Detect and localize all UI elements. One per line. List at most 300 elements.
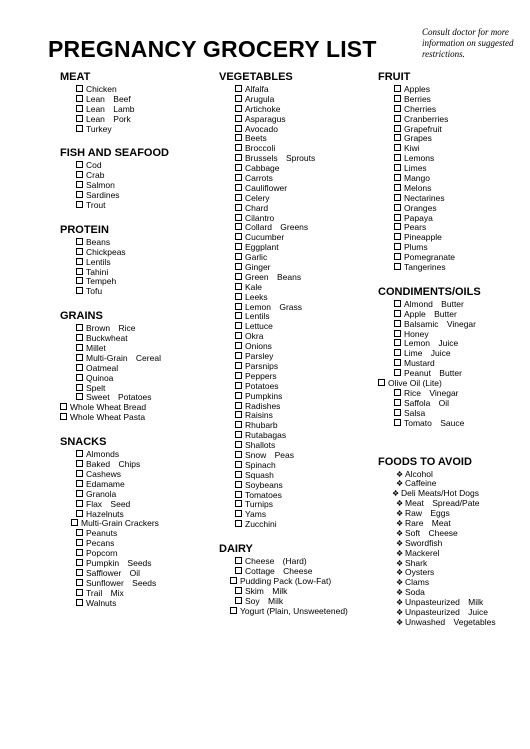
checkbox-icon[interactable] xyxy=(394,419,401,426)
list-item xyxy=(378,607,528,617)
checkbox-icon[interactable] xyxy=(235,461,242,468)
list-item xyxy=(219,94,374,104)
checkbox-icon[interactable] xyxy=(235,322,242,329)
checkbox-icon[interactable] xyxy=(76,258,83,265)
checkbox-icon[interactable] xyxy=(394,369,401,376)
list-item xyxy=(219,252,374,262)
checkbox-icon[interactable] xyxy=(235,223,242,230)
section-title: MEAT xyxy=(60,71,91,83)
checkbox-icon[interactable] xyxy=(76,268,83,275)
list-item xyxy=(219,586,374,596)
checkbox-icon[interactable] xyxy=(76,287,83,294)
item-label: Spinach xyxy=(245,459,276,470)
item-label: Honey xyxy=(404,328,429,339)
checkbox-icon[interactable] xyxy=(394,310,401,317)
checkbox-icon[interactable] xyxy=(235,115,242,122)
list-item xyxy=(378,418,528,428)
checkbox-icon[interactable] xyxy=(235,411,242,418)
item-label: Cheese (Hard) xyxy=(245,556,307,567)
checkbox-icon[interactable] xyxy=(76,569,83,576)
list-item xyxy=(60,392,210,402)
checkbox-icon[interactable] xyxy=(235,95,242,102)
item-label: Artichoke xyxy=(245,103,281,114)
checkbox-icon[interactable] xyxy=(76,161,83,168)
list-item xyxy=(378,358,528,368)
checkbox-icon[interactable] xyxy=(394,233,401,240)
checkbox-icon[interactable] xyxy=(76,539,83,546)
item-label: Melons xyxy=(404,182,432,193)
checkbox-icon[interactable] xyxy=(76,384,83,391)
checkbox-icon[interactable] xyxy=(394,339,401,346)
item-label: Lean Lamb xyxy=(86,103,135,114)
item-label: Oatmeal xyxy=(86,362,119,373)
checkbox-icon[interactable] xyxy=(394,389,401,396)
item-label: Crab xyxy=(86,170,105,181)
section-title: GRAINS xyxy=(60,310,103,323)
list-item xyxy=(60,200,210,210)
item-label: Popcorn xyxy=(86,548,118,559)
checkbox-icon[interactable] xyxy=(76,589,83,596)
checkbox-icon[interactable] xyxy=(76,238,83,245)
item-label: Oranges xyxy=(404,202,437,213)
item-label: Nectarines xyxy=(404,192,445,203)
item-label: Saffola Oil xyxy=(404,397,450,408)
bullet-diamond-icon: ❖ xyxy=(396,607,404,617)
checkbox-icon[interactable] xyxy=(235,105,242,112)
item-label: Yogurt (Plain, Unsweetened) xyxy=(240,605,348,616)
checkbox-icon[interactable] xyxy=(394,164,401,171)
page-title: PREGNANCY GROCERY LIST xyxy=(48,36,377,62)
checkbox-icon[interactable] xyxy=(76,354,83,361)
checkbox-icon[interactable] xyxy=(76,115,83,122)
item-label: Cauliflower xyxy=(245,182,288,193)
list-item xyxy=(60,598,210,608)
list-item xyxy=(219,606,374,616)
item-label: Eggplant xyxy=(245,242,279,253)
bullet-diamond-icon: ❖ xyxy=(396,578,404,588)
item-label: Salmon xyxy=(86,180,115,191)
checkbox-icon[interactable] xyxy=(235,174,242,181)
checkbox-icon[interactable] xyxy=(235,85,242,92)
section-vegetables xyxy=(219,71,374,529)
item-label: Unpasteurized Milk xyxy=(405,597,484,608)
list-item xyxy=(378,388,528,398)
checkbox-icon[interactable] xyxy=(378,379,385,386)
item-label: Chard xyxy=(245,202,269,213)
checkbox-icon[interactable] xyxy=(76,480,83,487)
item-label: Tempeh xyxy=(86,276,117,287)
list-item xyxy=(378,498,528,508)
checkbox-icon[interactable] xyxy=(235,557,242,564)
item-label: Arugula xyxy=(245,93,275,104)
item-label: Flax Seed xyxy=(86,498,131,509)
list-item xyxy=(60,124,210,134)
checkbox-icon[interactable] xyxy=(76,125,83,132)
checkbox-icon[interactable] xyxy=(235,372,242,379)
item-label: Rhubarb xyxy=(245,420,278,431)
checkbox-icon[interactable] xyxy=(394,184,401,191)
list-item xyxy=(219,272,374,282)
list-item xyxy=(219,450,374,460)
item-label: Soft Cheese xyxy=(405,527,458,538)
checkbox-icon[interactable] xyxy=(60,413,67,420)
item-label: Chicken xyxy=(86,84,117,94)
item-label: Limes xyxy=(404,163,427,174)
list-item xyxy=(219,361,374,371)
list-item xyxy=(378,163,528,173)
checkbox-icon[interactable] xyxy=(235,253,242,260)
list-item xyxy=(219,490,374,500)
checkbox-icon[interactable] xyxy=(394,330,401,337)
list-item xyxy=(219,222,374,232)
item-label: Chickpeas xyxy=(86,246,126,257)
section-meat xyxy=(60,71,210,133)
list-item xyxy=(60,558,210,568)
item-label: Apples xyxy=(404,84,430,94)
item-label: Soy Milk xyxy=(245,595,284,606)
list-item xyxy=(378,617,528,627)
bullet-diamond-icon: ❖ xyxy=(396,598,404,608)
checkbox-icon[interactable] xyxy=(76,500,83,507)
list-item xyxy=(219,460,374,470)
list-item xyxy=(219,480,374,490)
checkbox-icon[interactable] xyxy=(235,421,242,428)
checkbox-icon[interactable] xyxy=(235,233,242,240)
list-item xyxy=(60,363,210,373)
list-item xyxy=(219,124,374,134)
list-item xyxy=(378,478,528,488)
item-label: Lentils xyxy=(86,256,111,267)
item-label: Cabbage xyxy=(245,163,280,174)
item-label: Cucumber xyxy=(245,232,285,243)
checkbox-icon[interactable] xyxy=(76,393,83,400)
list-item xyxy=(60,170,210,180)
checkbox-icon[interactable] xyxy=(230,607,237,614)
item-label: Rice Vinegar xyxy=(404,387,459,398)
item-label: Lean Pork xyxy=(86,113,131,124)
checkbox-icon[interactable] xyxy=(394,154,401,161)
list-item xyxy=(60,286,210,296)
list-item xyxy=(60,257,210,267)
checkbox-icon[interactable] xyxy=(394,194,401,201)
item-label: Lean Beef xyxy=(86,93,131,104)
checkbox-icon[interactable] xyxy=(76,470,83,477)
checkbox-icon[interactable] xyxy=(235,154,242,161)
list-item xyxy=(60,160,210,170)
item-label: Lentils xyxy=(245,311,270,322)
list-item xyxy=(219,302,374,312)
item-label: Carrots xyxy=(245,173,273,184)
list-item xyxy=(378,548,528,558)
checkbox-icon[interactable] xyxy=(60,403,67,410)
checkbox-icon[interactable] xyxy=(76,248,83,255)
item-label: Trout xyxy=(86,200,106,211)
checkbox-icon[interactable] xyxy=(76,277,83,284)
item-label: Lemon Grass xyxy=(245,301,303,312)
checkbox-icon[interactable] xyxy=(235,491,242,498)
list-item xyxy=(60,323,210,333)
bullet-diamond-icon: ❖ xyxy=(396,469,404,479)
checkbox-icon[interactable] xyxy=(235,204,242,211)
checkbox-icon[interactable] xyxy=(235,587,242,594)
list-item xyxy=(219,401,374,411)
list-item xyxy=(378,213,528,223)
checkbox-icon[interactable] xyxy=(71,519,78,526)
list-item xyxy=(60,276,210,286)
list-item xyxy=(219,213,374,223)
checkbox-icon[interactable] xyxy=(394,144,401,151)
item-label: Beets xyxy=(245,133,267,144)
checkbox-icon[interactable] xyxy=(394,174,401,181)
list-item xyxy=(219,232,374,242)
item-label: Broccoli xyxy=(245,143,276,154)
checkbox-icon[interactable] xyxy=(394,105,401,112)
checkbox-icon[interactable] xyxy=(76,334,83,341)
item-label: Plums xyxy=(404,242,428,253)
item-label: Whole Wheat Bread xyxy=(70,402,147,413)
checkbox-icon[interactable] xyxy=(235,303,242,310)
checkbox-icon[interactable] xyxy=(394,300,401,307)
item-label: Balsamic Vinegar xyxy=(404,318,476,329)
checkbox-icon[interactable] xyxy=(235,441,242,448)
checkbox-icon[interactable] xyxy=(235,125,242,132)
checkbox-icon[interactable] xyxy=(235,134,242,141)
checkbox-icon[interactable] xyxy=(394,85,401,92)
bullet-diamond-icon: ❖ xyxy=(396,617,404,627)
list-item xyxy=(60,373,210,383)
checkbox-icon[interactable] xyxy=(76,579,83,586)
checkbox-icon[interactable] xyxy=(235,402,242,409)
checkbox-icon[interactable] xyxy=(235,144,242,151)
item-label: Pomegranate xyxy=(404,252,456,263)
checkbox-icon[interactable] xyxy=(235,273,242,280)
item-label: Multi-Grain Crackers xyxy=(81,518,159,529)
item-label: Shallots xyxy=(245,440,276,451)
section-title: CONDIMENTS/OILS xyxy=(378,285,481,298)
checkbox-icon[interactable] xyxy=(394,115,401,122)
checkbox-icon[interactable] xyxy=(235,283,242,290)
checkbox-icon[interactable] xyxy=(76,599,83,606)
list-item xyxy=(60,104,210,114)
checkbox-icon[interactable] xyxy=(235,184,242,191)
list-item xyxy=(378,319,528,329)
checkbox-icon[interactable] xyxy=(76,460,83,467)
list-item xyxy=(60,479,210,489)
item-label: Grapes xyxy=(404,133,432,144)
list-item xyxy=(219,440,374,450)
checkbox-icon[interactable] xyxy=(394,204,401,211)
checkbox-icon[interactable] xyxy=(76,450,83,457)
bullet-diamond-icon: ❖ xyxy=(396,479,404,489)
checkbox-icon[interactable] xyxy=(76,95,83,102)
list-item xyxy=(219,470,374,480)
checkbox-icon[interactable] xyxy=(76,201,83,208)
checkbox-icon[interactable] xyxy=(76,85,83,92)
item-label: Alcohol xyxy=(405,468,433,479)
item-label: Caffeine xyxy=(405,478,437,489)
bullet-diamond-icon: ❖ xyxy=(392,489,400,499)
checkbox-icon[interactable] xyxy=(394,223,401,230)
item-label: Buckwheat xyxy=(86,333,128,344)
list-item xyxy=(60,267,210,277)
checkbox-icon[interactable] xyxy=(394,399,401,406)
checkbox-icon[interactable] xyxy=(235,520,242,527)
item-label: Lemon Juice xyxy=(404,338,459,349)
item-label: Unpasteurized Juice xyxy=(405,606,489,617)
checkbox-icon[interactable] xyxy=(235,332,242,339)
list-item xyxy=(60,84,210,94)
checkbox-icon[interactable] xyxy=(235,164,242,171)
checkbox-icon[interactable] xyxy=(235,431,242,438)
checkbox-icon[interactable] xyxy=(235,392,242,399)
item-label: Pears xyxy=(404,222,427,233)
item-label: Safflower Oil xyxy=(86,567,141,578)
checkbox-icon[interactable] xyxy=(235,243,242,250)
item-label: Garlic xyxy=(245,252,268,263)
checkbox-icon[interactable] xyxy=(235,510,242,517)
list-item xyxy=(378,398,528,408)
item-label: Collard Greens xyxy=(245,222,309,233)
item-label: Pumpkins xyxy=(245,390,283,401)
list-item xyxy=(219,104,374,114)
bullet-diamond-icon: ❖ xyxy=(396,518,404,528)
checkbox-icon[interactable] xyxy=(394,320,401,327)
checkbox-icon[interactable] xyxy=(394,359,401,366)
item-label: Multi-Grain Cereal xyxy=(86,352,161,363)
list-item xyxy=(378,84,528,94)
item-label: Kale xyxy=(245,281,263,292)
item-label: Papaya xyxy=(404,212,433,223)
checkbox-icon[interactable] xyxy=(235,597,242,604)
checkbox-icon[interactable] xyxy=(394,253,401,260)
item-label: Mackerel xyxy=(405,547,440,558)
checkbox-icon[interactable] xyxy=(235,342,242,349)
list-item xyxy=(378,133,528,143)
item-label: Beans xyxy=(86,236,111,247)
checkbox-icon[interactable] xyxy=(230,577,237,584)
bullet-diamond-icon: ❖ xyxy=(396,528,404,538)
list-item xyxy=(219,262,374,272)
bullet-diamond-icon: ❖ xyxy=(396,588,404,598)
bullet-diamond-icon: ❖ xyxy=(396,499,404,509)
checkbox-icon[interactable] xyxy=(76,529,83,536)
item-label: Peanuts xyxy=(86,528,118,539)
checkbox-icon[interactable] xyxy=(394,125,401,132)
list-item xyxy=(60,114,210,124)
item-label: Salsa xyxy=(404,407,426,418)
checkbox-icon[interactable] xyxy=(235,352,242,359)
checkbox-icon[interactable] xyxy=(235,214,242,221)
checkbox-icon[interactable] xyxy=(76,191,83,198)
checkbox-icon[interactable] xyxy=(235,451,242,458)
item-label: Radishes xyxy=(245,400,281,411)
item-label: Soybeans xyxy=(245,479,283,490)
checkbox-icon[interactable] xyxy=(394,409,401,416)
checkbox-icon[interactable] xyxy=(235,194,242,201)
list-item xyxy=(378,262,528,272)
section-fruit xyxy=(378,71,528,272)
item-label: Clams xyxy=(405,577,430,588)
item-label: Baked Chips xyxy=(86,459,141,470)
checkbox-icon[interactable] xyxy=(76,364,83,371)
section-condiments-oils xyxy=(378,286,528,428)
item-label: Edamame xyxy=(86,478,125,489)
item-label: Pineapple xyxy=(404,232,442,243)
checkbox-icon[interactable] xyxy=(76,559,83,566)
checkbox-icon[interactable] xyxy=(76,324,83,331)
checkbox-icon[interactable] xyxy=(76,374,83,381)
column-1 xyxy=(60,71,210,607)
list-item xyxy=(60,237,210,247)
checkbox-icon[interactable] xyxy=(76,171,83,178)
checkbox-icon[interactable] xyxy=(235,362,242,369)
list-item xyxy=(378,528,528,538)
checkbox-icon[interactable] xyxy=(76,344,83,351)
bullet-diamond-icon: ❖ xyxy=(396,538,404,548)
list-item xyxy=(219,282,374,292)
item-label: Leeks xyxy=(245,291,268,302)
item-label: Grapefruit xyxy=(404,123,442,134)
item-label: Celery xyxy=(245,192,270,203)
item-label: Pumpkin Seeds xyxy=(86,557,152,568)
checkbox-icon[interactable] xyxy=(76,510,83,517)
list-item xyxy=(60,343,210,353)
item-label: Quinoa xyxy=(86,372,114,383)
checkbox-icon[interactable] xyxy=(394,214,401,221)
section-title: VEGETABLES xyxy=(219,71,293,83)
item-label: Tangerines xyxy=(404,262,446,273)
list-item xyxy=(60,578,210,588)
list-item xyxy=(378,183,528,193)
item-label: Green Beans xyxy=(245,271,302,282)
checkbox-icon[interactable] xyxy=(235,481,242,488)
checkbox-icon[interactable] xyxy=(394,95,401,102)
list-item xyxy=(60,333,210,343)
checkbox-icon[interactable] xyxy=(394,263,401,270)
checkbox-icon[interactable] xyxy=(76,105,83,112)
checkbox-icon[interactable] xyxy=(235,567,242,574)
checkbox-icon[interactable] xyxy=(235,382,242,389)
checkbox-icon[interactable] xyxy=(235,263,242,270)
checkbox-icon[interactable] xyxy=(76,549,83,556)
list-item xyxy=(378,368,528,378)
item-label: Onions xyxy=(245,341,272,352)
list-item xyxy=(60,528,210,538)
checkbox-icon[interactable] xyxy=(235,312,242,319)
list-item xyxy=(378,299,528,309)
list-item xyxy=(60,548,210,558)
checkbox-icon[interactable] xyxy=(235,500,242,507)
list-item xyxy=(378,124,528,134)
list-item xyxy=(60,588,210,598)
list-item xyxy=(219,311,374,321)
item-label: Meat Spread/Pate xyxy=(405,498,480,509)
list-item xyxy=(60,94,210,104)
checkbox-icon[interactable] xyxy=(394,243,401,250)
checkbox-icon[interactable] xyxy=(394,349,401,356)
column-3 xyxy=(378,71,528,627)
checkbox-icon[interactable] xyxy=(235,293,242,300)
checkbox-icon[interactable] xyxy=(394,134,401,141)
checkbox-icon[interactable] xyxy=(235,471,242,478)
checkbox-icon[interactable] xyxy=(76,181,83,188)
item-label: Cashews xyxy=(86,468,121,479)
list-item xyxy=(219,321,374,331)
list-item xyxy=(219,341,374,351)
checkbox-icon[interactable] xyxy=(76,490,83,497)
list-item xyxy=(378,193,528,203)
list-item xyxy=(219,84,374,94)
